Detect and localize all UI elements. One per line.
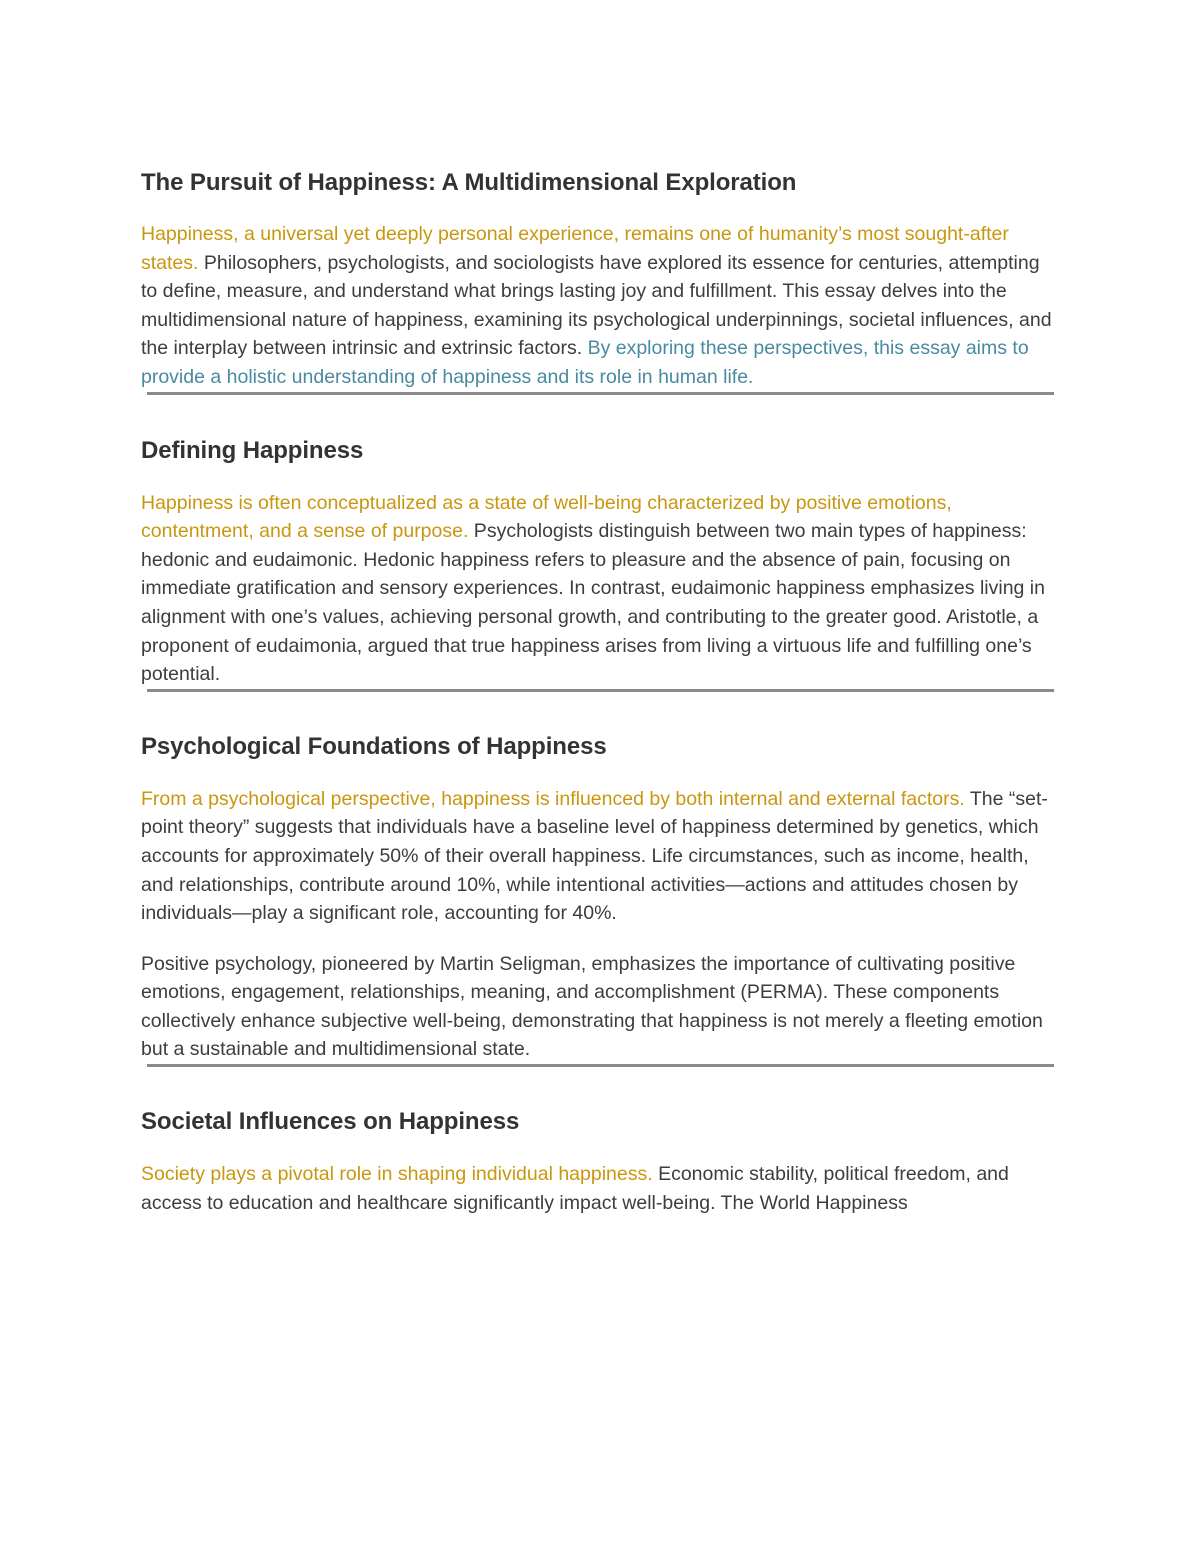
intro-body: Philosophers, psychologists, and sociologists have explored its essence for centuries, attempting to define, measure, and understand what brings lasting joy and fulfillment. This essay delves into the multidimensional nature of happiness, examining its psychological underpinnings, societal influences, and the interplay between intrinsic and extrinsic factors. [141, 251, 1052, 360]
defining-highlight: Happiness is often conceptualized as a state of well-being characterized by positive emotions, contentment, and a sense of purpose. [141, 491, 952, 543]
section-heading-psychological-foundations: Psychological Foundations of Happiness [141, 732, 607, 760]
section-divider [147, 1064, 1054, 1067]
intro-thesis-highlight: By exploring these perspectives, this essay aims to provide a holistic understanding of happiness and its role in human life. [141, 337, 1029, 388]
document-content [141, 166, 1061, 1217]
psychological-paragraph-1 [141, 785, 1061, 928]
psychological-highlight: From a psychological perspective, happiness is influenced by both internal and external factors. [141, 787, 965, 810]
section-heading-defining-happiness: Defining Happiness [141, 436, 364, 464]
societal-highlight: Society plays a pivotal role in shaping individual happiness. [141, 1163, 653, 1186]
section-divider [147, 689, 1054, 692]
defining-paragraph [141, 489, 1061, 689]
psychological-body-2: Positive psychology, pioneered by Martin Seligman, emphasizes the importance of cultivating positive emotions, engagement, relationships, meaning, and accomplishment (PERMA). These components collectively enhance subjective well-being, demonstrating that happiness is not merely a fleeting emotion but a sustainable and multidimensional state. [141, 952, 1043, 1061]
intro-highlight: Happiness, a universal yet deeply personal experience, remains one of humanity’s most sought-after states. [141, 223, 1009, 274]
essay-title: The Pursuit of Happiness: A Multidimensional Exploration [141, 169, 797, 196]
intro-paragraph [141, 220, 1061, 392]
section-divider [147, 392, 1054, 395]
societal-paragraph [141, 1160, 1061, 1217]
societal-body: Economic stability, political freedom, and access to education and healthcare significantly impact well-being. The World Happiness [141, 1163, 1009, 1214]
psychological-body-1: The “set-point theory” suggests that individuals have a baseline level of happiness determined by genetics, which accounts for approximately 50% of their overall happiness. Life circumstances, such as income, health, and relationships, contribute around 10%, while intentional activities—actions and attitudes chosen by individuals—play a significant role, accounting for 40%. [141, 787, 1048, 925]
psychological-paragraph-2 [141, 950, 1061, 1064]
section-heading-societal-influences: Societal Influences on Happiness [141, 1108, 520, 1136]
defining-body: Psychologists distinguish between two main types of happiness: hedonic and eudaimonic. Hedonic happiness refers to pleasure and the absence of pain, focusing on immediate gratification and sensory experiences. In contrast, eudaimonic happiness emphasizes living in alignment with one’s values, achieving personal growth, and contributing to the greater good. Aristotle, a proponent of eudaimonia, argued that true happiness arises from living a virtuous life and fulfilling one’s potential. [141, 520, 1045, 686]
